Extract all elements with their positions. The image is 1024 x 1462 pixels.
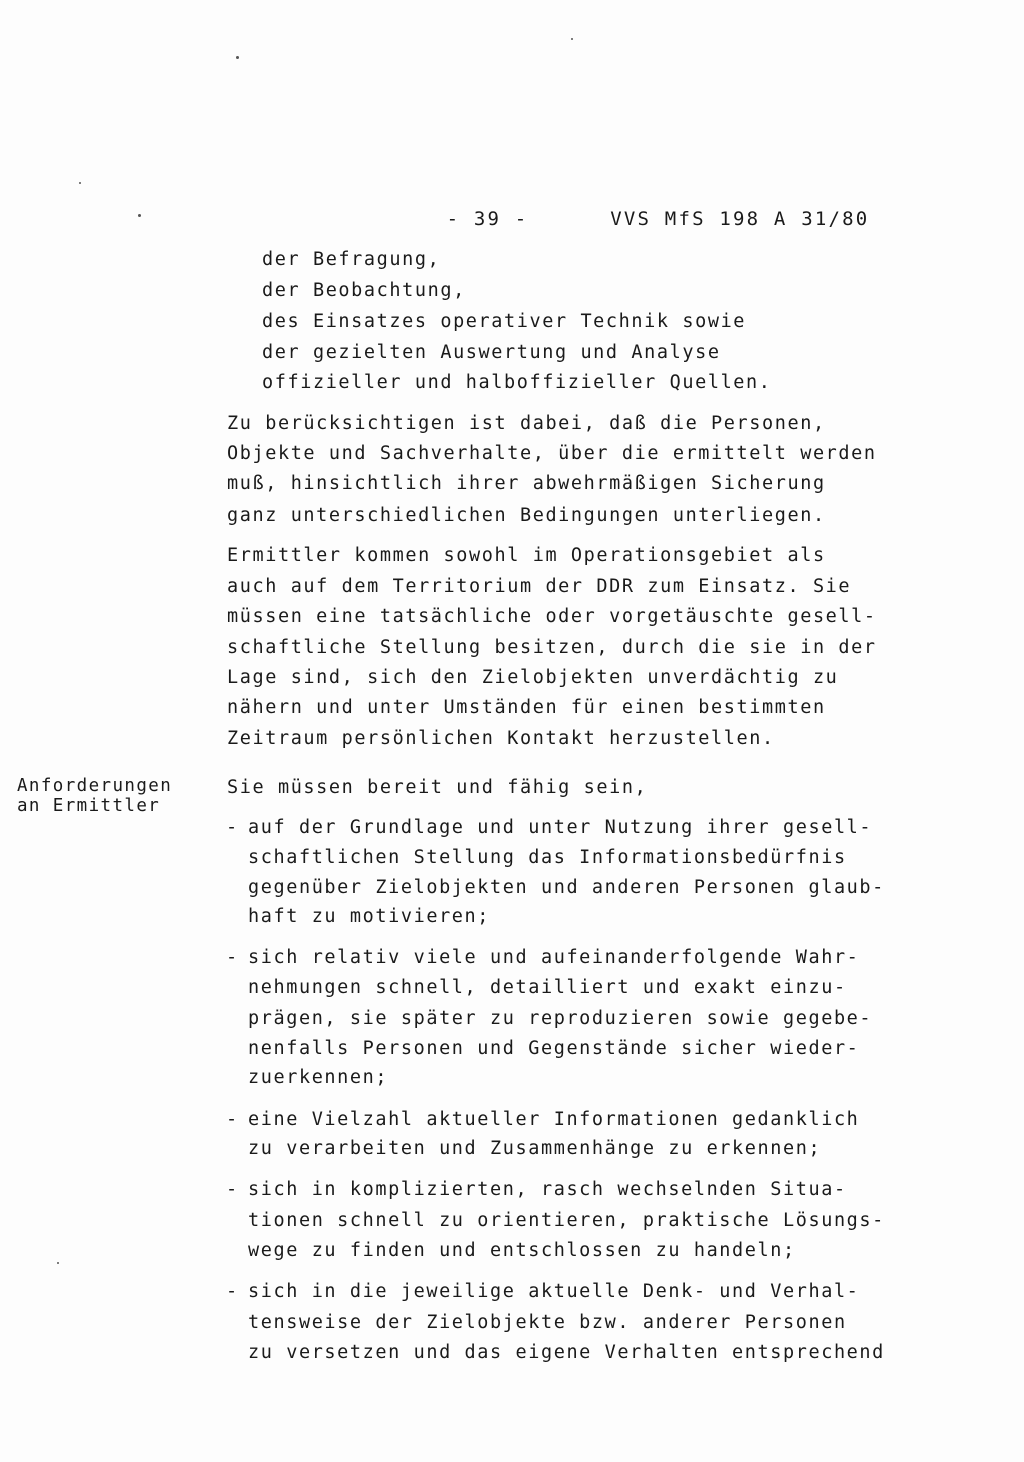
list-item-line: tionen schnell zu orientieren, praktische Lösungs- xyxy=(248,1210,885,1231)
list-item-line: gegenüber Zielobjekten und anderen Personen glaub- xyxy=(248,877,885,898)
text-line: Ermittler kommen sowohl im Operationsgebiet als xyxy=(227,545,826,566)
list-item-line: wege zu finden und entschlossen zu handeln; xyxy=(248,1240,796,1261)
text-line: Zeitraum persönlichen Kontakt herzustellen. xyxy=(227,728,775,749)
text-line: offizieller und halboffizieller Quellen. xyxy=(262,372,772,393)
scan-speck xyxy=(79,182,81,184)
page-number: - 39 - xyxy=(446,208,529,230)
list-bullet-dash: - xyxy=(226,1179,238,1200)
list-item-line: sich in die jeweilige aktuelle Denk- und Verhal- xyxy=(248,1281,860,1302)
page-header xyxy=(392,186,869,252)
requirements-intro: Sie müssen bereit und fähig sein, xyxy=(227,777,648,798)
list-bullet-dash: - xyxy=(226,817,238,838)
document-reference: VVS MfS 198 A 31/80 xyxy=(610,208,870,230)
text-line: schaftliche Stellung besitzen, durch die sie in der xyxy=(227,637,877,658)
scan-speck xyxy=(236,56,239,59)
list-item-line: zu verarbeiten und Zusammenhänge zu erkennen; xyxy=(248,1138,822,1159)
text-line: muß, hinsichtlich ihrer abwehrmäßigen Sicherung xyxy=(227,473,826,494)
list-item-line: auf der Grundlage und unter Nutzung ihrer gesell- xyxy=(248,817,873,838)
text-line: der gezielten Auswertung und Analyse xyxy=(262,342,721,363)
text-line: nähern und unter Umständen für einen bestimmten xyxy=(227,697,826,718)
list-bullet-dash: - xyxy=(226,947,238,968)
list-item-line: sich in komplizierten, rasch wechselnden Situa- xyxy=(248,1179,847,1200)
list-item-line: prägen, sie später zu reproduzieren sowie gegebe- xyxy=(248,1008,873,1029)
text-line: auch auf dem Territorium der DDR zum Einsatz. Sie xyxy=(227,576,852,597)
list-item-line: nenfalls Personen und Gegenstände sicher wieder- xyxy=(248,1038,860,1059)
scan-speck xyxy=(57,1262,59,1264)
list-item-line: schaftlichen Stellung das Informationsbedürfnis xyxy=(248,847,847,868)
text-line: ganz unterschiedlichen Bedingungen unterliegen. xyxy=(227,505,826,526)
text-line: der Beobachtung, xyxy=(262,280,466,301)
list-item-line: eine Vielzahl aktueller Informationen gedanklich xyxy=(248,1109,860,1130)
list-bullet-dash: - xyxy=(226,1281,238,1302)
margin-note-line: Anforderungen xyxy=(17,776,173,796)
list-item-line: zu versetzen und das eigene Verhalten entsprechend xyxy=(248,1342,885,1363)
list-bullet-dash: - xyxy=(226,1109,238,1130)
scan-speck xyxy=(138,214,141,217)
text-line: müssen eine tatsächliche oder vorgetäuschte gesell- xyxy=(227,606,877,627)
text-line: des Einsatzes operativer Technik sowie xyxy=(262,311,747,332)
scan-speck xyxy=(571,38,573,40)
list-item-line: zuerkennen; xyxy=(248,1067,389,1088)
text-line: der Befragung, xyxy=(262,249,441,270)
text-line: Objekte und Sachverhalte, über die ermittelt werden xyxy=(227,443,877,464)
text-line: Zu berücksichtigen ist dabei, daß die Personen, xyxy=(227,413,826,434)
list-item-line: haft zu motivieren; xyxy=(248,906,491,927)
text-line: Lage sind, sich den Zielobjekten unverdächtig zu xyxy=(227,667,839,688)
list-item-line: tensweise der Zielobjekte bzw. anderer Personen xyxy=(248,1312,847,1333)
list-item-line: nehmungen schnell, detailliert und exakt einzu- xyxy=(248,977,847,998)
margin-note-line: an Ermittler xyxy=(17,796,161,816)
list-item-line: sich relativ viele und aufeinanderfolgende Wahr- xyxy=(248,947,860,968)
